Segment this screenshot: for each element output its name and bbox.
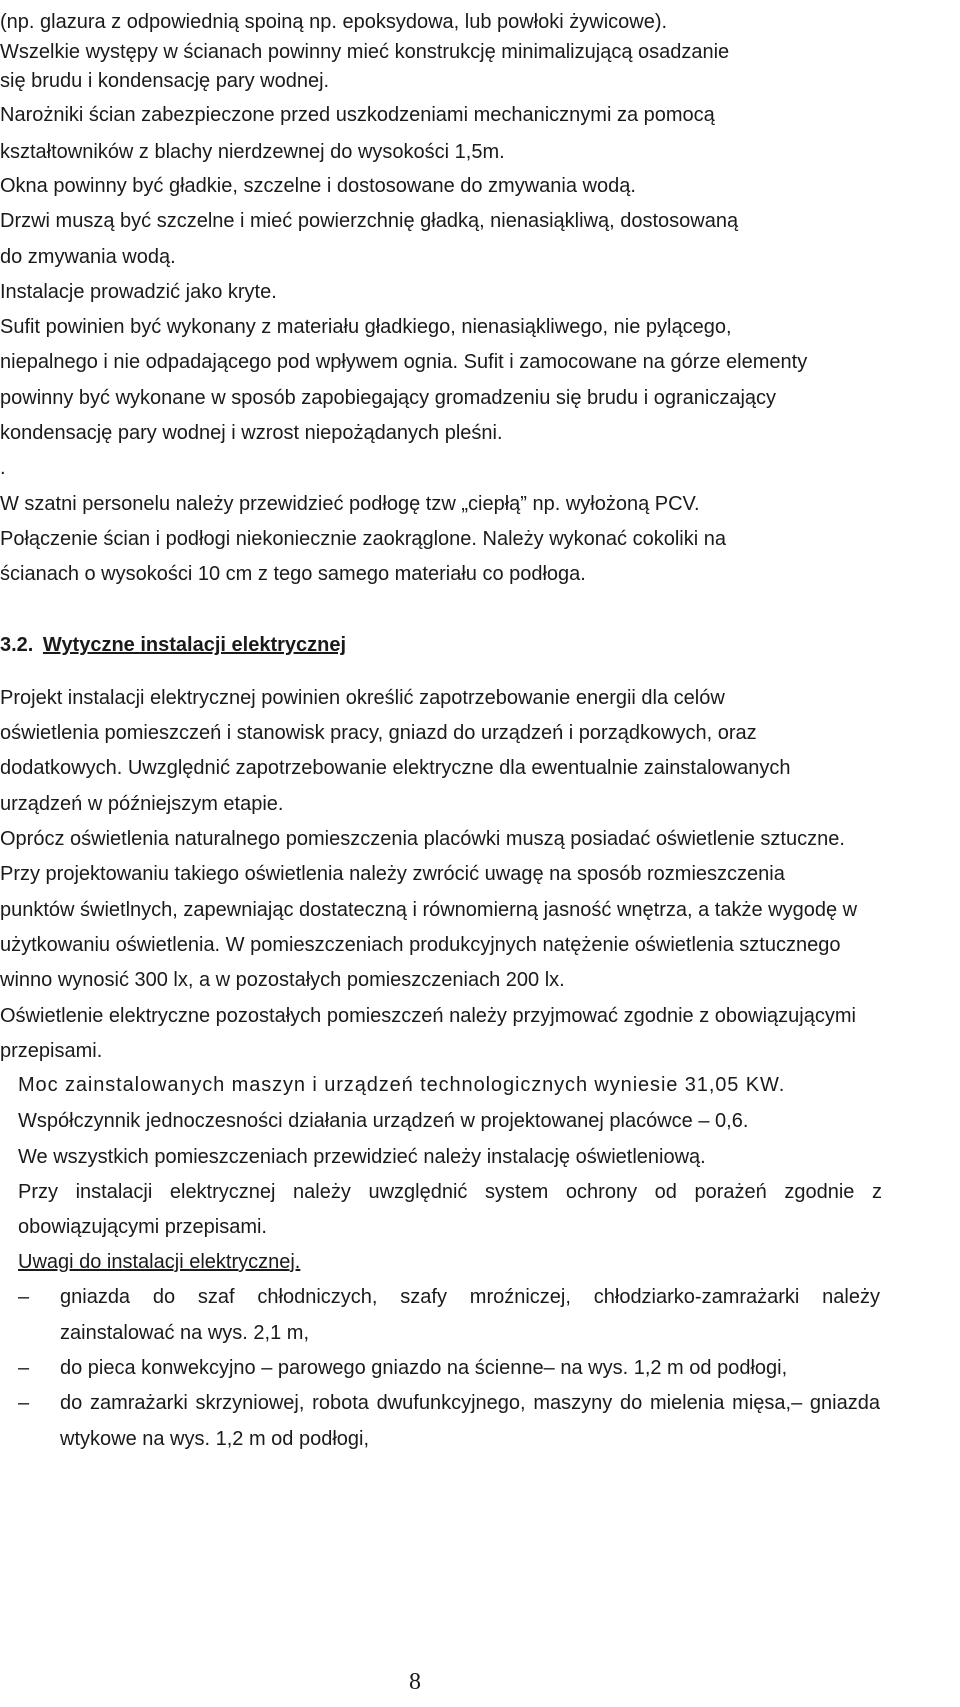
dash-bullet: –	[18, 1286, 30, 1308]
text-line: Wszelkie występy w ścianach powinny mieć konstrukcję minimalizującą osadzanie	[0, 41, 730, 63]
text-line: Instalacje prowadzić jako kryte.	[0, 281, 277, 303]
text-line: obowiązującymi przepisami.	[18, 1216, 267, 1238]
notes-heading: Uwagi do instalacji elektrycznej.	[18, 1251, 301, 1273]
text-line: kształtowników z blachy nierdzewnej do wysokości 1,5m.	[0, 141, 505, 163]
section-number: 3.2.	[0, 634, 34, 656]
text-line: Sufit powinien być wykonany z materiału gładkiego, nienasiąkliwego, nie pylącego,	[0, 316, 732, 338]
text-line: Współczynnik jednoczesności działania urządzeń w projektowanej placówce – 0,6.	[18, 1110, 749, 1132]
text-line: (np. glazura z odpowiednią spoiną np. epoksydowa, lub powłoki żywicowe).	[0, 11, 668, 33]
text-line: Przy projektowaniu takiego oświetlenia należy zwrócić uwagę na sposób rozmieszczenia	[0, 863, 785, 885]
text-line: Oprócz oświetlenia naturalnego pomieszczenia placówki muszą posiadać oświetlenie sztuczne.	[0, 828, 845, 850]
text-line: Moc zainstalowanych maszyn i urządzeń technologicznych wyniesie 31,05 KW.	[18, 1074, 786, 1096]
text-line: Projekt instalacji elektrycznej powinien określić zapotrzebowanie energii dla celów	[0, 687, 725, 709]
text-line: do zmywania wodą.	[0, 246, 176, 268]
text-line: urządzeń w późniejszym etapie.	[0, 793, 284, 815]
text-line: ścianach o wysokości 10 cm z tego samego materiału co podłoga.	[0, 563, 586, 585]
text-line: punktów świetlnych, zapewniając dostateczną i równomierną jasność wnętrza, a także wygodę w	[0, 899, 858, 921]
text-line: powinny być wykonane w sposób zapobiegający gromadzeniu się brudu i ograniczający	[0, 387, 777, 409]
text-line: Narożniki ścian zabezpieczone przed uszkodzeniami mechanicznymi za pomocą	[0, 104, 715, 126]
section-heading	[0, 633, 346, 657]
page-number: 8	[409, 1669, 421, 1695]
text-line: .	[0, 457, 6, 479]
text-line: się brudu i kondensację pary wodnej.	[0, 70, 330, 92]
bullet-item: wtykowe na wys. 1,2 m od podłogi,	[60, 1428, 370, 1450]
text-line: Oświetlenie elektryczne pozostałych pomieszczeń należy przyjmować zgodnie z obowiązującymi	[0, 1005, 856, 1027]
text-line: użytkowaniu oświetlenia. W pomieszczeniach produkcyjnych natężenie oświetlenia sztucznego	[0, 934, 841, 956]
section-title: Wytyczne instalacji elektrycznej	[42, 634, 347, 656]
text-line: niepalnego i nie odpadającego pod wpływem ognia. Sufit i zamocowane na górze elementy	[0, 351, 808, 373]
bullet-item: gniazda do szaf chłodniczych, szafy mroźniczej, chłodziarko-zamrażarki należy	[60, 1286, 880, 1308]
text-line: przepisami.	[0, 1040, 103, 1062]
bullet-item: do pieca konwekcyjno – parowego gniazdo na ścienne– na wys. 1,2 m od podłogi,	[60, 1357, 788, 1379]
text-line: winno wynosić 300 lx, a w pozostałych pomieszczeniach 200 lx.	[0, 969, 565, 991]
bullet-item: do zamrażarki skrzyniowej, robota dwufunkcyjnego, maszyny do mielenia mięsa,– gniazda	[60, 1392, 880, 1414]
text-line: Połączenie ścian i podłogi niekoniecznie zaokrąglone. Należy wykonać cokoliki na	[0, 528, 726, 550]
bullet-item: zainstalować na wys. 2,1 m,	[60, 1322, 309, 1344]
text-line: oświetlenia pomieszczeń i stanowisk pracy, gniazd do urządzeń i porządkowych, oraz	[0, 722, 757, 744]
text-line: Drzwi muszą być szczelne i mieć powierzchnię gładką, nienasiąkliwą, dostosowaną	[0, 210, 739, 232]
dash-bullet: –	[18, 1392, 30, 1414]
text-line: Przy instalacji elektrycznej należy uwzględnić system ochrony od porażeń zgodnie z	[18, 1181, 882, 1203]
text-line: Okna powinny być gładkie, szczelne i dostosowane do zmywania wodą.	[0, 175, 636, 197]
text-line: dodatkowych. Uwzględnić zapotrzebowanie elektryczne dla ewentualnie zainstalowanych	[0, 757, 791, 779]
text-line: We wszystkich pomieszczeniach przewidzieć należy instalację oświetleniową.	[18, 1146, 706, 1168]
text-line: kondensację pary wodnej i wzrost niepożądanych pleśni.	[0, 422, 503, 444]
dash-bullet: –	[18, 1357, 30, 1379]
text-line: W szatni personelu należy przewidzieć podłogę tzw „ciepłą” np. wyłożoną PCV.	[0, 493, 700, 515]
